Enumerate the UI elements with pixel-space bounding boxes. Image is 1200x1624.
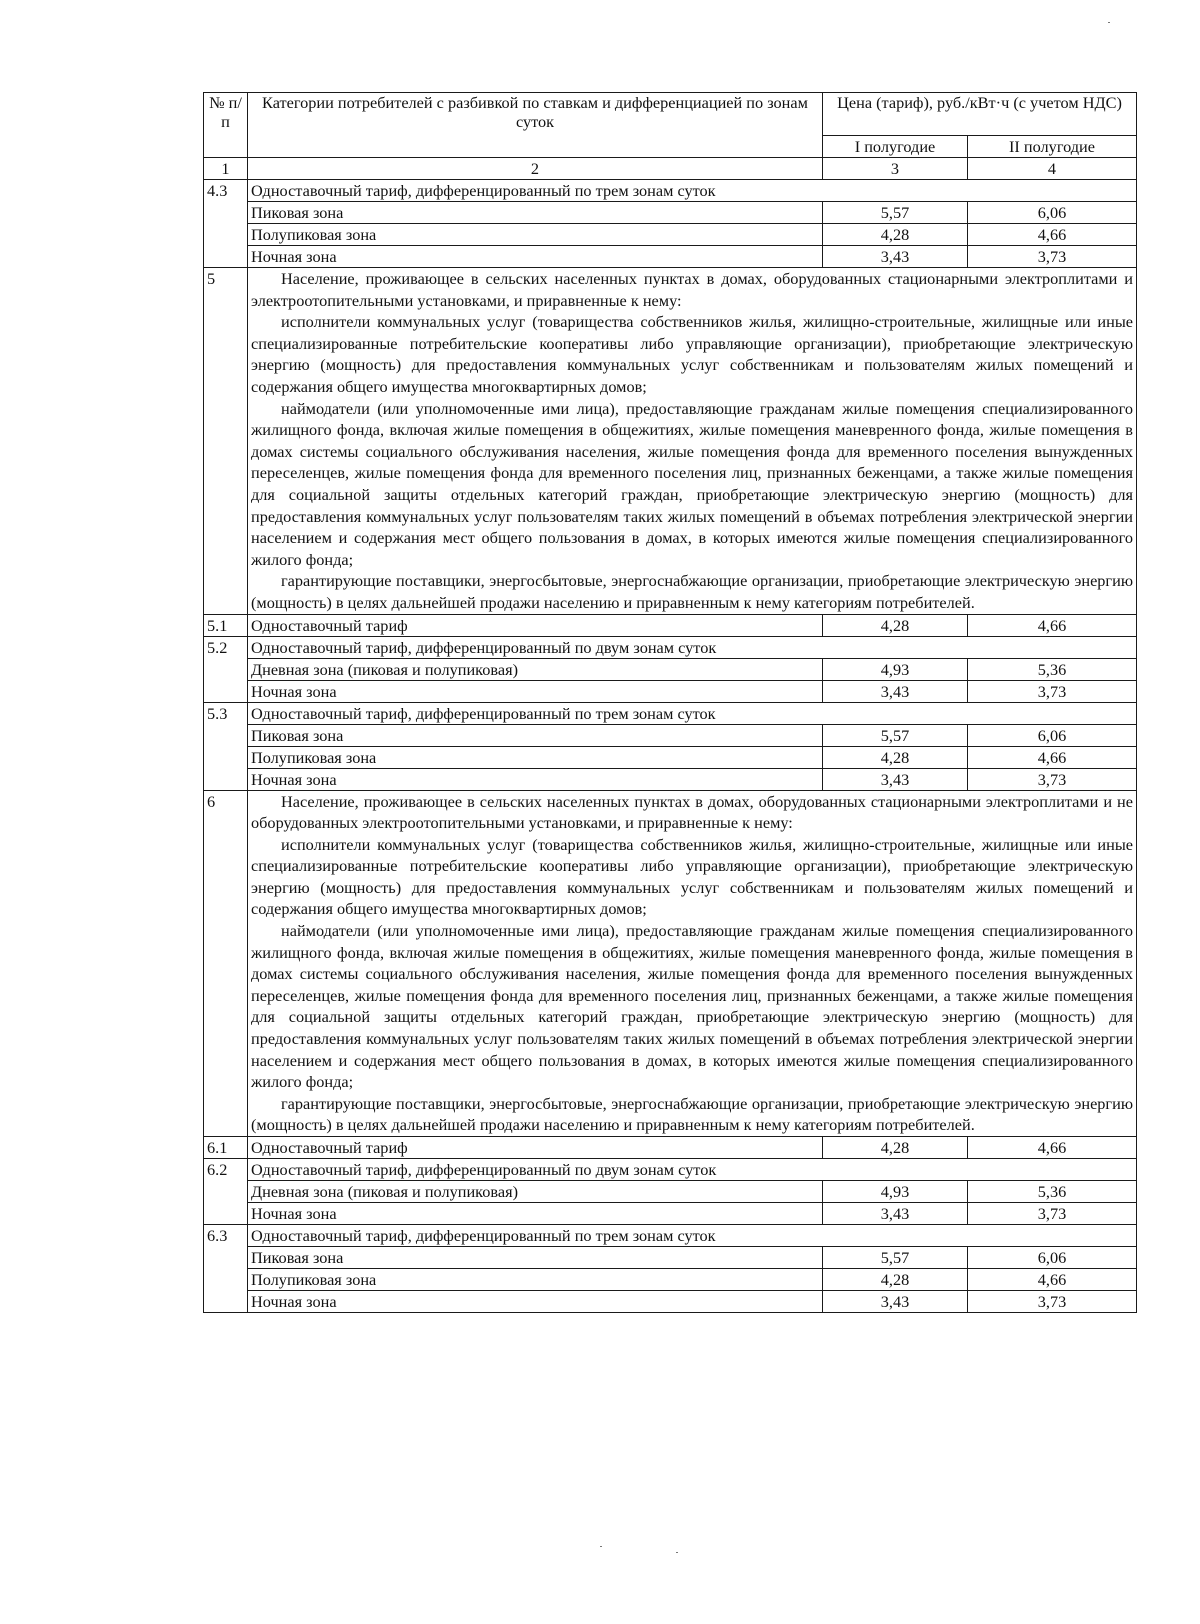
description-paragraph: гарантирующие поставщики, энергосбытовые, энергоснабжающие организации, приобретающие электрическую энергию (мощность) в целях дальнейшей продажи населению и приравненным к нему категориям потребителей. [251,1093,1133,1135]
row-title: Одноставочный тариф [248,1137,823,1159]
table-row [204,180,1137,202]
price-h1: 3,43 [823,1203,968,1225]
scan-speck [600,1546,602,1547]
price-h1: 4,28 [823,1269,968,1291]
zone-label: Полупиковая зона [248,746,823,768]
scan-speck [676,1552,678,1553]
price-h2: 3,73 [968,1291,1137,1313]
col-number: 4 [968,158,1137,180]
row-number: 6.2 [204,1159,248,1225]
row-number: 4.3 [204,180,248,268]
description-paragraph: исполнители коммунальных услуг (товарищества собственников жилья, жилищно-строительные, жилищные или иные специализированные потребительские кооперативы либо управляющие организации), приобретающие электрическую энергию (мощность) для предоставления коммунальных услуг собственникам и пользователям жилых помещений и содержания общего имущества многоквартирных домов; [251,834,1133,919]
row-number: 6.1 [204,1137,248,1159]
price-h2: 3,73 [968,768,1137,790]
zone-label: Пиковая зона [248,202,823,224]
row-number: 5.2 [204,636,248,702]
category-description [248,790,1137,1137]
price-h1: 3,43 [823,1291,968,1313]
zone-row [204,1291,1137,1313]
price-h2: 6,06 [968,724,1137,746]
zone-row [204,202,1137,224]
tariff-document [203,92,1136,1313]
col-number: 3 [823,158,968,180]
row-number: 5.3 [204,702,248,790]
zone-label: Пиковая зона [248,724,823,746]
row-number: 6.3 [204,1225,248,1313]
zone-label: Ночная зона [248,768,823,790]
zone-row [204,1203,1137,1225]
price-h2: 4,66 [968,224,1137,246]
price-h2: 5,36 [968,1181,1137,1203]
table-row [204,1159,1137,1181]
price-h2: 6,06 [968,202,1137,224]
zone-label: Ночная зона [248,1203,823,1225]
table-row-description [204,268,1137,615]
row-title: Одноставочный тариф, дифференцированный по трем зонам суток [248,1225,1137,1247]
row-number: 5.1 [204,614,248,636]
price-h1: 4,28 [823,614,968,636]
zone-row [204,1247,1137,1269]
table-header-row [204,93,1137,136]
zone-label: Ночная зона [248,680,823,702]
price-h1: 4,93 [823,658,968,680]
zone-label: Полупиковая зона [248,1269,823,1291]
description-paragraph: наймодатели (или уполномоченные ими лица), предоставляющие гражданам жилые помещения специализированного жилищного фонда, включая жилые помещения в общежитиях, жилые помещения маневренного фонда, жилые помещения в домах системы социального обслуживания населения, жилые помещения фонда для временного поселения вынужденных переселенцев, жилые помещения фонда для временного поселения лиц, признанных беженцами, а также жилые помещения для социальной защиты отдельных категорий граждан, приобретающие электрическую энергию (мощность) для предоставления коммунальных услуг пользователям таких жилых помещений в объемах потребления электрической энергии населением и содержания мест общего пользования в домах, в которых имеются жилые помещения специализированного жилого фонда; [251,921,1133,1092]
zone-row [204,1181,1137,1203]
row-title: Одноставочный тариф, дифференцированный по двум зонам суток [248,1159,1137,1181]
price-h1: 3,43 [823,680,968,702]
price-h1: 3,43 [823,246,968,268]
table-row [204,1225,1137,1247]
zone-label: Полупиковая зона [248,224,823,246]
zone-row [204,768,1137,790]
price-h1: 4,28 [823,224,968,246]
zone-label: Ночная зона [248,246,823,268]
category-description [248,268,1137,615]
price-h1: 3,43 [823,768,968,790]
price-h1: 4,93 [823,1181,968,1203]
zone-label: Дневная зона (пиковая и полупиковая) [248,658,823,680]
header-category: Категории потребителей с разбивкой по ставкам и дифференциацией по зонам суток [248,93,823,158]
description-paragraph: гарантирующие поставщики, энергосбытовые, энергоснабжающие организации, приобретающие электрическую энергию (мощность) в целях дальнейшей продажи населению и приравненным к нему категориям потребителей. [251,571,1133,612]
zone-row [204,746,1137,768]
price-h1: 4,28 [823,1137,968,1159]
tariff-table [203,92,1137,1313]
price-h2: 6,06 [968,1247,1137,1269]
description-paragraph: исполнители коммунальных услуг (товарищества собственников жилья, жилищно-строительные, жилищные или иные специализированные потребительские кооперативы либо управляющие организации), приобретающие электрическую энергию (мощность) для предоставления коммунальных услуг собственникам и пользователям жилых помещений и содержания общего имущества многоквартирных домов; [251,312,1133,396]
price-h2: 3,73 [968,246,1137,268]
price-h1: 5,57 [823,724,968,746]
zone-row [204,1269,1137,1291]
price-h2: 5,36 [968,658,1137,680]
table-row-description [204,790,1137,1137]
col-number: 2 [248,158,823,180]
col-number: 1 [204,158,248,180]
price-h2: 4,66 [968,1137,1137,1159]
row-number: 5 [204,268,248,615]
price-h2: 4,66 [968,1269,1137,1291]
zone-row [204,680,1137,702]
header-half1: I полугодие [823,136,968,158]
price-h2: 3,73 [968,680,1137,702]
row-number: 6 [204,790,248,1137]
zone-row [204,724,1137,746]
header-half2: II полугодие [968,136,1137,158]
zone-row [204,246,1137,268]
zone-row [204,224,1137,246]
header-price: Цена (тариф), руб./кВт·ч (с учетом НДС) [823,93,1137,136]
description-paragraph: наймодатели (или уполномоченные ими лица), предоставляющие гражданам жилые помещения специализированного жилищного фонда, включая жилые помещения в общежитиях, жилые помещения маневренного фонда, жилые помещения в домах системы социального обслуживания населения, жилые помещения фонда для временного поселения вынужденных переселенцев, жилые помещения фонда для временного поселения лиц, признанных беженцами, а также жилые помещения для социальной защиты отдельных категорий граждан, приобретающие электрическую энергию (мощность) для предоставления коммунальных услуг пользователям таких жилых помещений в объемах потребления электрической энергии населением и содержания мест общего пользования в домах, в которых имеются жилые помещения специализированного жилого фонда; [251,398,1133,569]
description-paragraph: Население, проживающее в сельских населенных пунктах в домах, оборудованных стационарными электроплитами и электроотопительными установками, и приравненные к нему: [251,269,1133,310]
zone-label: Дневная зона (пиковая и полупиковая) [248,1181,823,1203]
table-row [204,702,1137,724]
description-paragraph: Население, проживающее в сельских населенных пунктах в домах, оборудованных стационарными электроплитами и не оборудованных электроотопительными установками, и приравненные к нему: [251,791,1133,833]
header-num: № п/п [204,93,248,158]
price-h2: 3,73 [968,1203,1137,1225]
row-title: Одноставочный тариф, дифференцированный по двум зонам суток [248,636,1137,658]
table-row [204,1137,1137,1159]
scan-speck [1108,22,1110,23]
row-title: Одноставочный тариф [248,614,823,636]
zone-label: Ночная зона [248,1291,823,1313]
price-h2: 4,66 [968,614,1137,636]
price-h2: 4,66 [968,746,1137,768]
column-numbers-row [204,158,1137,180]
zone-row [204,658,1137,680]
price-h1: 5,57 [823,202,968,224]
table-row [204,636,1137,658]
price-h1: 4,28 [823,746,968,768]
row-title: Одноставочный тариф, дифференцированный по трем зонам суток [248,702,1137,724]
price-h1: 5,57 [823,1247,968,1269]
row-title: Одноставочный тариф, дифференцированный по трем зонам суток [248,180,1137,202]
table-row [204,614,1137,636]
zone-label: Пиковая зона [248,1247,823,1269]
